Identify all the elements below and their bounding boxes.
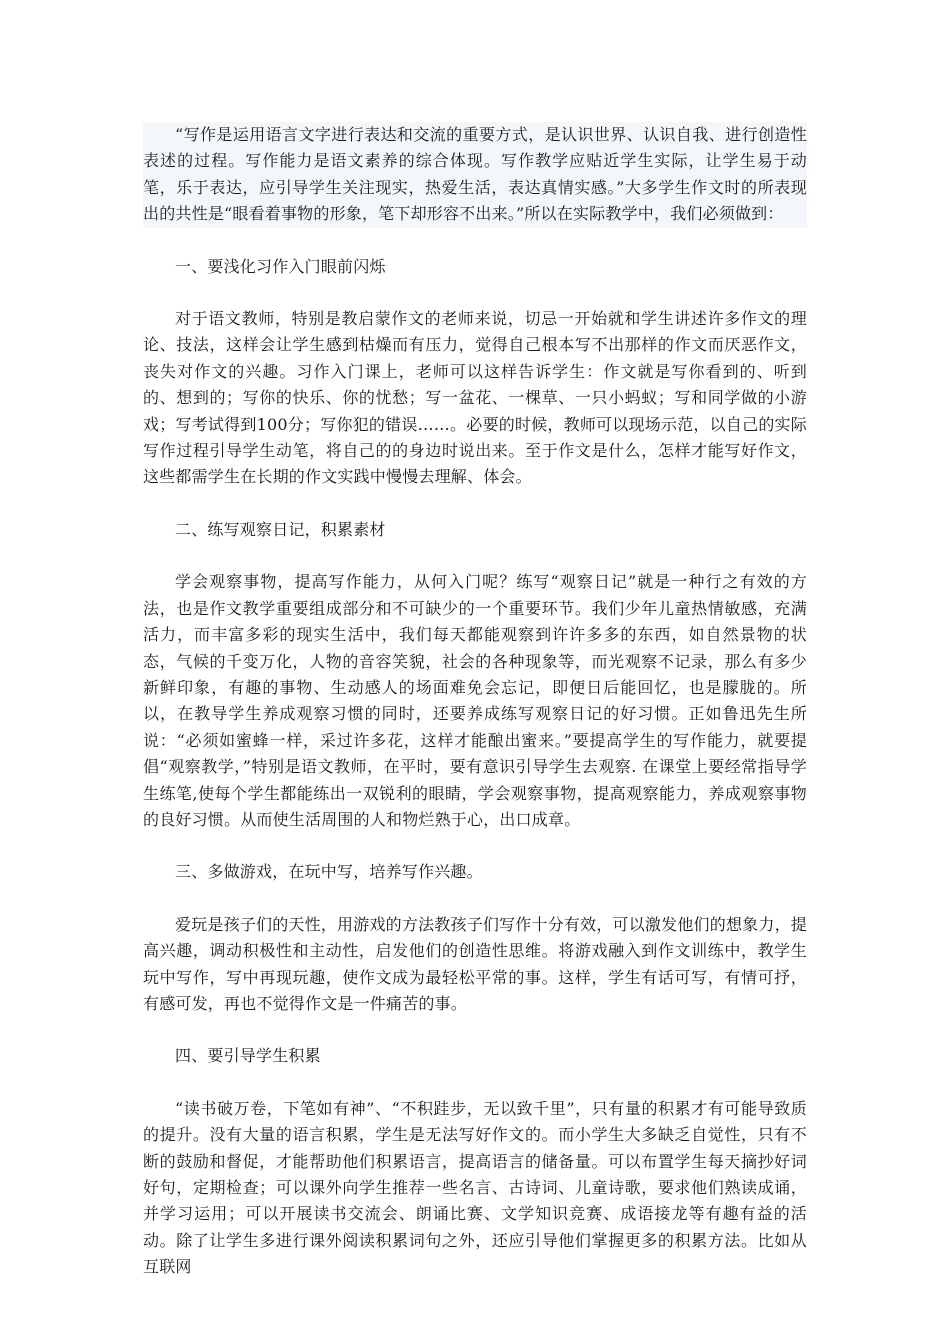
section-body-3: 爱玩是孩子们的天性，用游戏的方法教孩子们写作十分有效，可以激发他们的想象力，提高兴趣，调动积极性和主动性，启发他们的创造性思维。将游戏融入到作文训练中，教学生玩中写作，写中再现玩趣，使作文成为最轻松平常的事。这样，学生有话可写，有情可抒，有感可发，再也不觉得作文是一件痛苦的事。 <box>143 914 807 1013</box>
intro-paragraph: “写作是运用语言文字进行表达和交流的重要方式，是认识世界、认识自我、进行创造性表述的过程。写作能力是语文素养的综合体现。写作教学应贴近学生实际，让学生易于动笔，乐于表达，应引导学生关注现实，热爱生活，表达真情实感。”大多学生作文时的所表现出的共性是“眼看着事物的形象，笔下却形容不出来。”所以在实际教学中，我们必须做到： <box>143 122 807 228</box>
section-heading-2: 二、练写观察日记，积累素材 <box>175 519 386 539</box>
section-body-4: “读书破万卷，下笔如有神”、“不积跬步，无以致千里”，只有量的积累才有可能导致质的提升。没有大量的语言积累，学生是无法写好作文的。而小学生大多缺乏自觉性，只有不断的鼓励和督促，才能帮助他们积累语言，提高语言的储备量。可以布置学生每天摘抄好词好句，定期检查；可以课外向学生推荐一些名言、古诗词、儿童诗歌，要求他们熟读成诵，并学习运用；可以开展读书交流会、朗诵比赛、文学知识竞赛、成语接龙等有趣有益的活动。除了让学生多进行课外阅读积累词句之外，还应引导他们掌握更多的积累方法。比如从互联网 <box>143 1098 807 1277</box>
section-body-2: 学会观察事物，提高写作能力，从何入门呢？练写“观察日记”就是一种行之有效的方法，也是作文教学重要组成部分和不可缺少的一个重要环节。我们少年儿童热情敏感，充满活力，而丰富多彩的现实生活中，我们每天都能观察到许许多多的东西，如自然景物的状态，气候的千变万化，人物的音容笑貌，社会的各种现象等，而光观察不记录，那么有多少新鲜印象，有趣的事物、生动感人的场面难免会忘记，即便日后能回忆，也是朦胧的。所以，在教导学生养成观察习惯的同时，还要养成练写观察日记的好习惯。正如鲁迅先生所说：“必须如蜜蜂一样，采过许多花，这样才能酿出蜜来。”要提高学生的写作能力，就要提倡“观察教学，”特别是语文教师，在平时，要有意识引导学生去观察. 在课堂上要经常指导学生练笔,使每个学生都能练出一双锐利的眼睛，学会观察事物，提高观察能力，养成观察事物的良好习惯。从而使生活周围的人和物烂熟于心，出口成章。 <box>143 572 807 829</box>
section-heading-3: 三、多做游戏，在玩中写，培养写作兴趣。 <box>175 862 483 882</box>
section-body-1: 对于语文教师，特别是教启蒙作文的老师来说，切忌一开始就和学生讲述许多作文的理论、技法，这样会让学生感到枯燥而有压力，觉得自己根本写不出那样的作文而厌恶作文，丧失对作文的兴趣。习作入门课上，老师可以这样告诉学生：作文就是写你看到的、听到的、想到的；写你的快乐、你的忧愁；写一盆花、一棵草、一只小蚂蚁；写和同学做的小游戏；写考试得到100分；写你犯的错误……。必要的时候，教师可以现场示范，以自己的实际写作过程引导学生动笔，将自己的的身边时说出来。至于作文是什么，怎样才能写好作文，这些都需学生在长期的作文实践中慢慢去理解、体会。 <box>143 309 807 487</box>
section-heading-1: 一、要浅化习作入门眼前闪烁 <box>175 256 386 276</box>
document-body <box>143 122 807 1281</box>
section-heading-4: 四、要引导学生积累 <box>175 1046 321 1066</box>
